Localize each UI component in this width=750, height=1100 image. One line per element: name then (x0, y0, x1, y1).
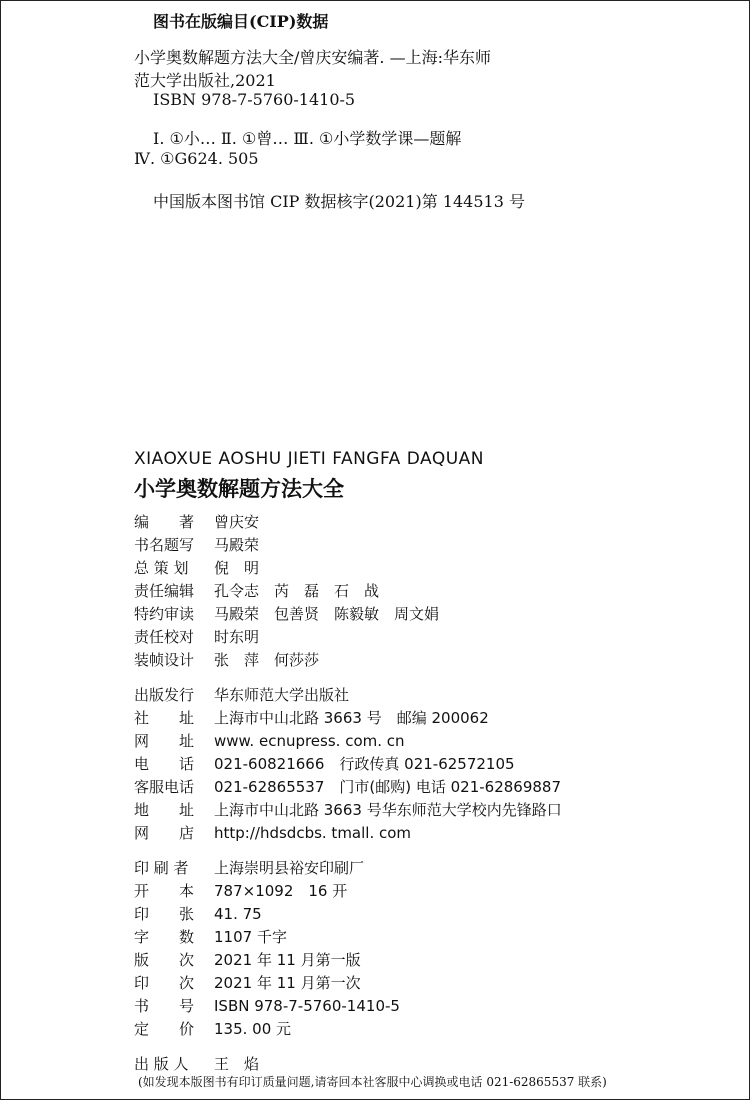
cip-record-number: 中国版本图书馆 CIP 数据核字(2021)第 144513 号 (153, 192, 525, 211)
credit-row-planner (134, 557, 562, 580)
credit-row-editors (134, 580, 562, 603)
print-row-price (134, 1018, 562, 1041)
credit-value: 时东明 (214, 628, 260, 646)
publisher-website-row (134, 730, 562, 753)
book-title: 小学奥数解题方法大全 (134, 476, 344, 501)
credit-value: 倪 明 (214, 559, 260, 577)
print-label: 字 数 (134, 928, 195, 946)
publisher-row (134, 684, 562, 707)
credit-row-reviewers (134, 603, 562, 626)
publisher-service-row (134, 776, 562, 799)
cip-classification: Ⅰ. ①小… Ⅱ. ①曾… Ⅲ. ①小学数学课—题解 (153, 129, 462, 148)
print-value: 41. 75 (214, 905, 262, 923)
publisher-phone-row (134, 753, 562, 776)
print-label: 书 号 (134, 997, 195, 1015)
publisher-value: 上海市中山北路 3663 号 邮编 200062 (214, 709, 489, 727)
print-row-sheets (134, 903, 562, 926)
print-value: 135. 00 元 (214, 1020, 292, 1038)
credit-row-proofreader (134, 626, 562, 649)
book-title-pinyin: XIAOXUE AOSHU JIETI FANGFA DAQUAN (134, 449, 485, 469)
publisher-label: 社 址 (134, 709, 195, 727)
print-value: 787×1092 16 开 (214, 882, 348, 900)
publisher-label: 网 店 (134, 824, 195, 842)
publisher-label: 网 址 (134, 732, 195, 750)
print-label: 定 价 (134, 1020, 195, 1038)
publisher-value: 上海市中山北路 3663 号华东师范大学校内先锋路口 (214, 801, 562, 819)
credit-value: 孔令志 芮 磊 石 战 (214, 582, 380, 600)
credit-label: 书名题写 (134, 536, 195, 554)
credit-value: 张 萍 何莎莎 (214, 651, 320, 669)
credit-value: 马殿荣 (214, 536, 260, 554)
credit-value: 马殿荣 包善贤 陈毅敏 周文娟 (214, 605, 440, 623)
publisher-label: 出版发行 (134, 686, 195, 704)
credit-label: 责任编辑 (134, 582, 195, 600)
cip-isbn: ISBN 978-7-5760-1410-5 (153, 90, 356, 109)
print-value: ISBN 978-7-5760-1410-5 (214, 997, 400, 1015)
print-value: 1107 千字 (214, 928, 287, 946)
cip-line-2: 范大学出版社,2021 (134, 71, 276, 90)
publisher-value: www. ecnupress. com. cn (214, 732, 405, 750)
publisher-online-store-row (134, 822, 562, 845)
print-value: 上海崇明县裕安印刷厂 (214, 859, 365, 877)
print-value: 2021 年 11 月第一版 (214, 951, 361, 969)
publisher-person-value: 王 焰 (214, 1055, 260, 1073)
publisher-value: 021-60821666 行政传真 021-62572105 (214, 755, 515, 773)
publisher-value: 021-62865537 门市(邮购) 电话 021-62869887 (214, 778, 562, 796)
publisher-label: 电 话 (134, 755, 195, 773)
publisher-label: 客服电话 (134, 778, 195, 796)
print-row-edition (134, 949, 562, 972)
publisher-value: 华东师范大学出版社 (214, 686, 350, 704)
credit-row-author (134, 511, 562, 534)
publisher-label: 地 址 (134, 801, 195, 819)
cip-heading: 图书在版编目(CIP)数据 (153, 12, 329, 31)
credit-label: 责任校对 (134, 628, 195, 646)
publisher-address-row (134, 707, 562, 730)
print-row-printer (134, 857, 562, 880)
print-row-word-count (134, 926, 562, 949)
publisher-value: http://hdsdcbs. tmall. com (214, 824, 412, 842)
print-label: 印 刷 者 (134, 859, 189, 877)
credit-label: 编 著 (134, 513, 195, 531)
credit-label: 特约审读 (134, 605, 195, 623)
print-label: 版 次 (134, 951, 195, 969)
credit-row-designers (134, 649, 562, 672)
print-row-isbn (134, 995, 562, 1018)
print-label: 印 张 (134, 905, 195, 923)
colophon (134, 511, 562, 1076)
section-gap (134, 672, 562, 684)
print-row-format (134, 880, 562, 903)
section-gap (134, 1041, 562, 1053)
credit-label: 总 策 划 (134, 559, 189, 577)
cip-class-number: Ⅳ. ①G624. 505 (134, 149, 259, 168)
print-value: 2021 年 11 月第一次 (214, 974, 361, 992)
quality-footnote: (如发现本版图书有印订质量问题,请寄回本社客服中心调换或电话 021-62865537 联系) (138, 1075, 607, 1089)
credit-row-calligraphy (134, 534, 562, 557)
credit-label: 装帧设计 (134, 651, 195, 669)
publisher-person-label: 出 版 人 (134, 1055, 189, 1073)
credit-value: 曾庆安 (214, 513, 260, 531)
print-label: 印 次 (134, 974, 195, 992)
cip-line-1: 小学奥数解题方法大全/曾庆安编著. —上海:华东师 (134, 48, 491, 67)
section-gap (134, 845, 562, 857)
publisher-store-address-row (134, 799, 562, 822)
print-row-impression (134, 972, 562, 995)
print-label: 开 本 (134, 882, 195, 900)
